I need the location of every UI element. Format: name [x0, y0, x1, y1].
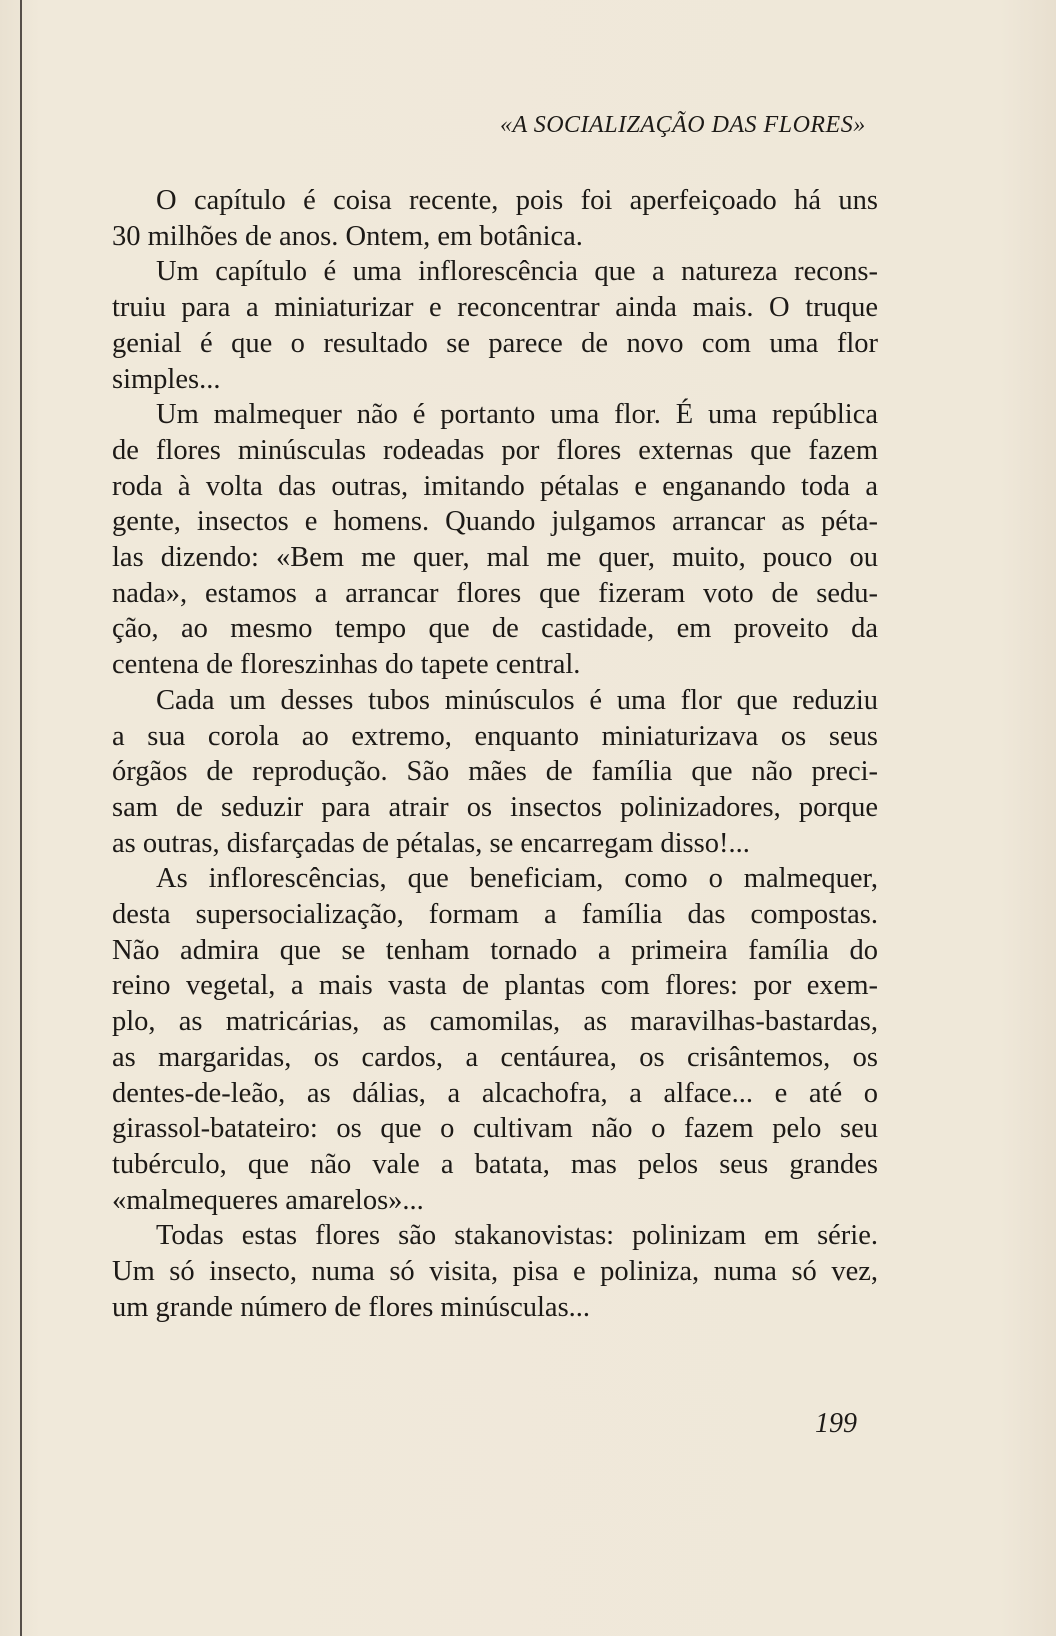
text-line: tubérculo, que não vale a batata, mas pelos seus grandes: [112, 1148, 878, 1180]
text-line: desta supersocialização, formam a família das compostas.: [112, 899, 878, 931]
paragraph: [112, 861, 878, 1218]
text-line: Um malmequer não é portanto uma flor. É uma república: [156, 399, 878, 431]
text-line: gente, insectos e homens. Quando julgamos arrancar as péta-: [112, 506, 878, 538]
text-line: plo, as matricárias, as camomilas, as maravilhas-bastardas,: [112, 1006, 878, 1038]
text-line: reino vegetal, a mais vasta de plantas com flores: por exem-: [112, 970, 878, 1002]
text-line: as margaridas, os cardos, a centáurea, os crisântemos, os: [112, 1041, 878, 1073]
text-line: «malmequeres amarelos»...: [112, 1184, 424, 1216]
paragraph: [112, 1218, 878, 1325]
text-line: girassol-batateiro: os que o cultivam não o fazem pelo seu: [112, 1113, 878, 1145]
text-line: ção, ao mesmo tempo que de castidade, em proveito da: [112, 613, 878, 645]
text-line: Um só insecto, numa só visita, pisa e poliniza, numa só vez,: [112, 1256, 878, 1288]
page-edge-line: [20, 0, 22, 1636]
text-line: roda à volta das outras, imitando pétalas e enganando toda a: [112, 470, 878, 502]
text-line: las dizendo: «Bem me quer, mal me quer, muito, pouco ou: [112, 542, 878, 574]
text-line: sam de seduzir para atrair os insectos polinizadores, porque: [112, 791, 878, 823]
text-line: simples...: [112, 363, 221, 395]
text-line: Não admira que se tenham tornado a primeira família do: [112, 934, 878, 966]
text-line: O capítulo é coisa recente, pois foi aperfeiçoado há uns: [156, 185, 878, 216]
text-line: de flores minúsculas rodeadas por flores externas que fazem: [112, 434, 878, 466]
text-line: nada», estamos a arrancar flores que fizeram voto de sedu-: [112, 577, 878, 609]
text-line: as outras, disfarçadas de pétalas, se encarregam disso!...: [112, 827, 750, 859]
text-line: órgãos de reprodução. São mães de família que não preci-: [112, 756, 878, 788]
text-line: a sua corola ao extremo, enquanto miniaturizava os seus: [112, 720, 878, 752]
running-head: «A SOCIALIZAÇÃO DAS FLORES»: [500, 112, 866, 138]
text-line: Todas estas flores são stakanovistas: polinizam em série.: [156, 1220, 878, 1252]
text-line: um grande número de flores minúsculas...: [112, 1291, 591, 1323]
text-line: As inflorescências, que beneficiam, como o malmequer,: [156, 863, 878, 895]
text-line: truiu para a miniaturizar e reconcentrar ainda mais. O truque: [112, 292, 878, 324]
paragraph: [112, 254, 878, 397]
text-line: genial é que o resultado se parece de novo com uma flor: [112, 327, 878, 359]
text-line: 30 milhões de anos. Ontem, em botânica.: [112, 220, 583, 252]
text-line: centena de floreszinhas do tapete central.: [112, 649, 581, 681]
text-line: Um capítulo é uma inflorescência que a natureza recons-: [156, 256, 878, 288]
paragraph: [112, 183, 878, 254]
page-number: 199: [815, 1408, 857, 1439]
body-text: [112, 183, 878, 1326]
paragraph: [112, 397, 878, 683]
text-line: Cada um desses tubos minúsculos é uma flor que reduziu: [156, 684, 878, 716]
text-line: dentes-de-leão, as dálias, a alcachofra, a alface... e até o: [112, 1077, 878, 1109]
paragraph: [112, 683, 878, 862]
